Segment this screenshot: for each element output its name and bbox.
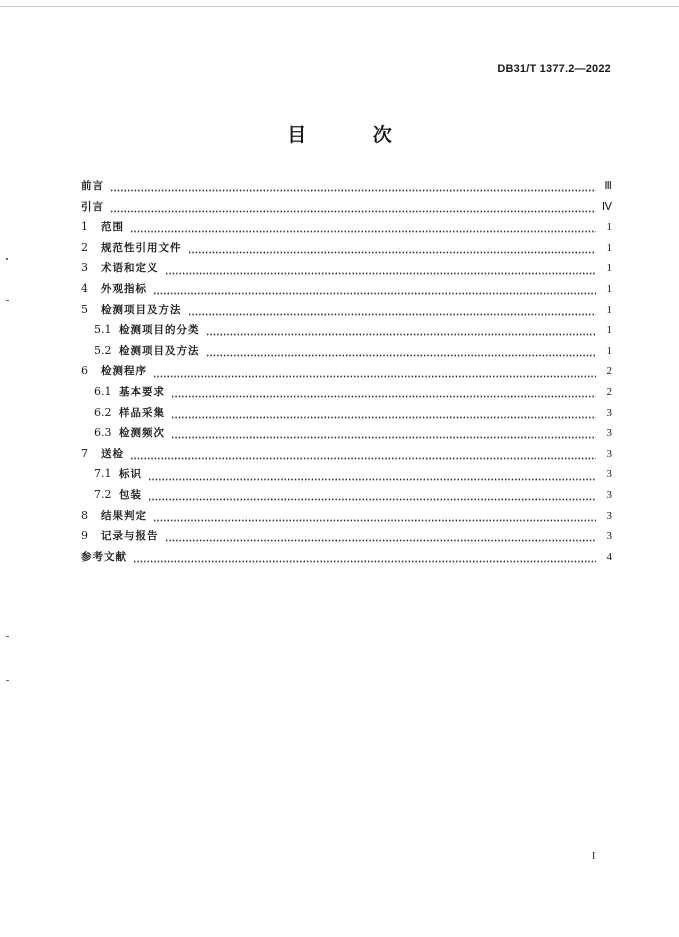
leader-dots — [171, 389, 596, 399]
toc-number: 5.2 — [94, 343, 112, 357]
leader-dots — [148, 472, 596, 482]
table-of-contents — [81, 178, 612, 569]
leader-dots — [130, 224, 596, 234]
toc-entry[interactable] — [81, 549, 612, 570]
toc-label: 术语和定义 — [101, 262, 159, 275]
toc-page: Ⅲ — [604, 180, 612, 192]
toc-number: 7.1 — [94, 467, 112, 481]
scan-mark — [6, 258, 8, 260]
toc-entry[interactable] — [81, 281, 612, 302]
toc-entry[interactable] — [81, 240, 612, 261]
toc-label: 前言 — [81, 180, 104, 192]
toc-label: 标识 — [119, 468, 142, 481]
toc-number: 8 — [81, 508, 88, 522]
toc-page: 3 — [606, 427, 612, 440]
leader-dots — [165, 266, 597, 276]
toc-label: 基本要求 — [119, 385, 165, 398]
toc-label: 规范性引用文件 — [101, 241, 182, 254]
toc-page: 3 — [606, 406, 612, 419]
toc-page: 1 — [606, 344, 612, 357]
toc-number: 6 — [81, 364, 88, 378]
toc-entry[interactable] — [81, 508, 612, 529]
toc-number: 6.1 — [94, 384, 112, 398]
leader-dots — [153, 286, 596, 296]
toc-label: 检测程序 — [101, 365, 147, 378]
toc-number: 3 — [81, 261, 88, 275]
toc-label: 检测频次 — [119, 427, 165, 440]
toc-label: 检测项目的分类 — [119, 324, 200, 337]
toc-entry[interactable] — [81, 219, 612, 240]
toc-number: 5.1 — [94, 323, 112, 337]
toc-page: 1 — [606, 303, 612, 316]
toc-number: 4 — [81, 281, 88, 295]
toc-number: 5 — [81, 302, 88, 316]
toc-entry[interactable] — [81, 322, 612, 343]
toc-entry[interactable] — [81, 260, 612, 281]
toc-page: 1 — [606, 324, 612, 337]
toc-page: 1 — [606, 262, 612, 275]
toc-label: 参考文献 — [81, 550, 127, 563]
toc-page: 3 — [606, 447, 612, 460]
toc-page: 3 — [606, 509, 612, 522]
toc-entry[interactable] — [81, 528, 612, 549]
leader-dots — [206, 348, 597, 358]
page-number: I — [592, 851, 596, 862]
toc-entry[interactable] — [81, 199, 612, 220]
leader-dots — [148, 492, 596, 502]
toc-entry[interactable] — [81, 466, 612, 487]
toc-label: 样品采集 — [119, 406, 165, 419]
toc-page: 3 — [606, 530, 612, 543]
toc-number: 6.2 — [94, 405, 112, 419]
toc-number: 6.3 — [94, 426, 112, 440]
toc-label: 范围 — [101, 221, 124, 234]
toc-page: 1 — [606, 282, 612, 295]
leader-dots — [171, 410, 596, 420]
toc-entry[interactable] — [81, 302, 612, 323]
toc-entry[interactable] — [81, 343, 612, 364]
toc-number: 2 — [81, 240, 88, 254]
toc-number: 7 — [81, 446, 88, 460]
leader-dots — [188, 307, 597, 317]
toc-label: 送检 — [101, 447, 124, 460]
toc-number: 1 — [81, 220, 88, 234]
toc-page: 1 — [606, 221, 612, 234]
toc-page: 3 — [606, 488, 612, 501]
document-code: DB31/T 1377.2—2022 — [497, 63, 611, 75]
toc-entry[interactable] — [81, 384, 612, 405]
toc-page: 4 — [606, 550, 612, 563]
leader-dots — [133, 554, 596, 564]
leader-dots — [165, 533, 597, 543]
toc-page: 3 — [606, 468, 612, 481]
toc-label: 引言 — [81, 200, 104, 213]
scan-mark — [6, 680, 9, 681]
leader-dots — [171, 430, 596, 440]
leader-dots — [153, 369, 596, 379]
toc-label: 包装 — [119, 488, 142, 501]
toc-page: 1 — [606, 241, 612, 254]
toc-label: 外观指标 — [101, 282, 147, 295]
toc-label: 记录与报告 — [101, 530, 159, 543]
toc-page: 2 — [606, 385, 612, 398]
toc-label: 检测项目及方法 — [119, 344, 200, 357]
toc-page: Ⅳ — [601, 200, 612, 213]
toc-number: 7.2 — [94, 487, 112, 501]
toc-entry[interactable] — [81, 446, 612, 467]
toc-page: 2 — [606, 365, 612, 378]
leader-dots — [110, 204, 596, 214]
toc-number: 9 — [81, 529, 88, 543]
leader-dots — [188, 245, 597, 255]
toc-entry[interactable] — [81, 487, 612, 508]
toc-label: 检测项目及方法 — [101, 303, 182, 316]
leader-dots — [206, 327, 597, 337]
toc-entry[interactable] — [81, 405, 612, 426]
toc-entry[interactable] — [81, 178, 612, 199]
page-title: 目 次 — [287, 124, 422, 146]
scan-mark — [6, 300, 9, 301]
leader-dots — [153, 513, 596, 523]
leader-dots — [130, 451, 596, 461]
toc-label: 结果判定 — [101, 509, 147, 522]
top-rule — [0, 6, 679, 7]
scan-mark — [6, 636, 9, 637]
toc-entry[interactable] — [81, 425, 612, 446]
leader-dots — [110, 183, 596, 193]
toc-entry[interactable] — [81, 363, 612, 384]
